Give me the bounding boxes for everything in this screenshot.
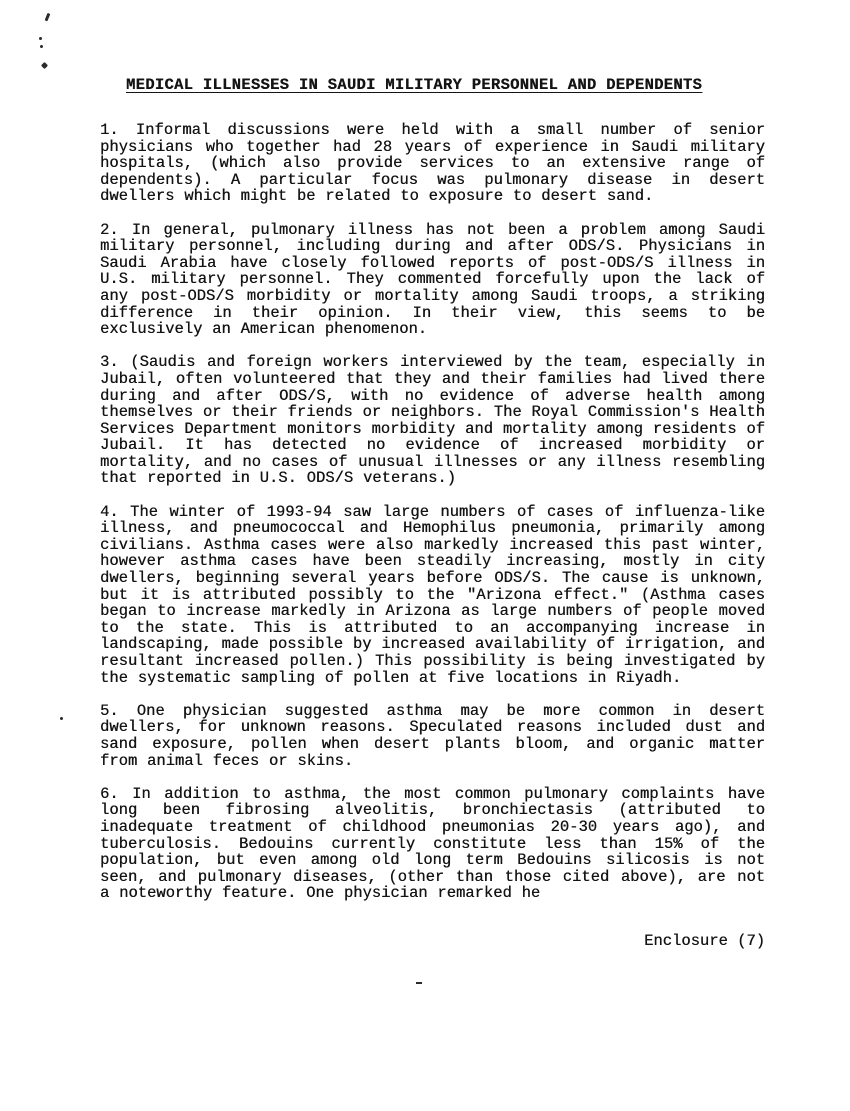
paragraph-5: 5. One physician suggested asthma may be more common in desert dwellers, for unknown reasons. Speculated reasons included dust and sand exposure, pollen when desert plants bloom, and organic matter from animal feces or skins. (100, 701, 765, 770)
scan-artifact (39, 37, 42, 40)
scan-artifact (60, 717, 63, 720)
document-title: MEDICAL ILLNESSES IN SAUDI MILITARY PERSONNEL AND DEPENDENTS (126, 76, 703, 94)
paragraph-3: 3. (Saudis and foreign workers interviewed by the team, especially in Jubail, often volunteered that they and their families had lived there during and after ODS/S, with no evidence of adverse health among themselves or their friends or neighbors. The Royal Commission's Health Services Department monitors morbidity and mortality among residents of Jubail. It has detected no evidence of increased morbidity or mortality, and no cases of unusual illnesses or any illness resembling that reported in U.S. ODS/S veterans.) (100, 353, 765, 488)
scan-artifact (416, 982, 422, 984)
paragraph-6: 6. In addition to asthma, the most common pulmonary complaints have long been fibrosing alveolitis, bronchiectasis (attributed to inadequate treatment of childhood pneumonias 20-30 years ago), and tuberculosis. Bedouins currently constitute less than 15% of the population, but even among old long term Bedouins silicosis is not seen, and pulmonary diseases, (other than those cited above), are not a noteworthy feature. One physician remarked he (100, 784, 765, 903)
scan-artifact (41, 62, 48, 69)
paragraph-4: 4. The winter of 1993-94 saw large numbers of cases of influenza-like illness, and pneumococcal and Hemophilus pneumonia, primarily among civilians. Asthma cases were also markedly increased this past winter, however asthma cases have been steadily increasing, mostly in city dwellers, beginning several years before ODS/S. The cause is unknown, but it is attributed possibly to the "Arizona effect." (Asthma cases began to increase markedly in Arizona as large numbers of people moved to the state. This is attributed to an accompanying increase in landscaping, made possible by increased availability of irrigation, and resultant increased pollen.) This possibility is being investigated by the systematic sampling of pollen at five locations in Riyadh. (100, 502, 765, 687)
enclosure-label: Enclosure (7) (644, 931, 765, 950)
paragraph-1: 1. Informal discussions were held with a small number of senior physicians who together had 28 years of experience in Saudi military hospitals, (which also provide services to an extensive range of dependents). A particular focus was pulmonary disease in desert dwellers which might be related to exposure to desert sand. (100, 121, 765, 206)
paragraph-2: 2. In general, pulmonary illness has not been a problem among Saudi military personnel, including during and after ODS/S. Physicians in Saudi Arabia have closely followed reports of post-ODS/S illness in U.S. military personnel. They commented forcefully upon the lack of any post-ODS/S morbidity or mortality among Saudi troops, a striking difference in their opinion. In their view, this seems to be exclusively an American phenomenon. (100, 220, 765, 339)
scan-artifact (45, 13, 50, 21)
